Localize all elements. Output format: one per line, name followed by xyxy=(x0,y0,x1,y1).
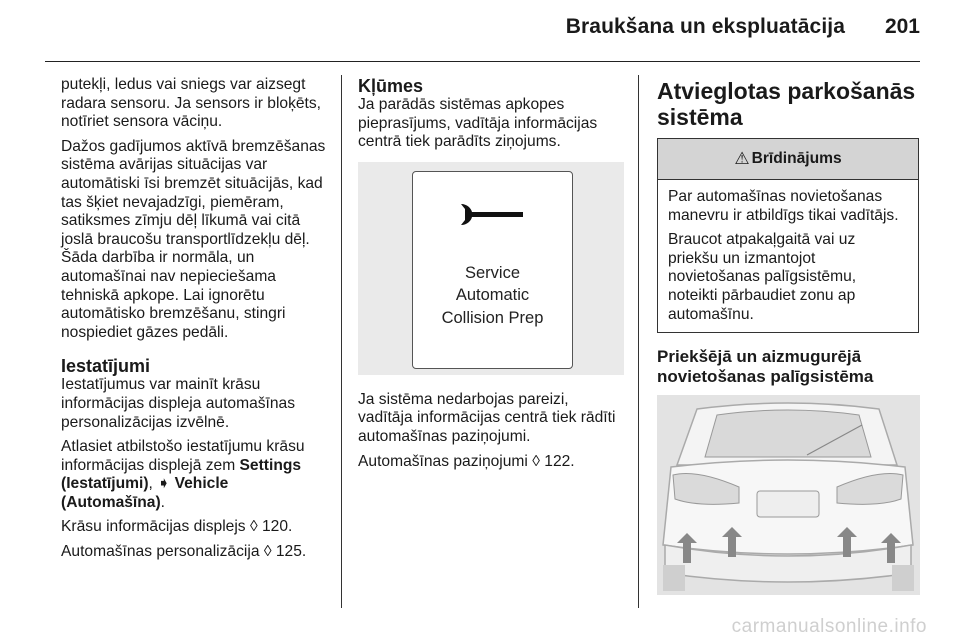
service-message-figure xyxy=(358,162,624,375)
page-header-title: Braukšana un ekspluatācija xyxy=(565,15,845,38)
paragraph-service-request: Ja parādās sistēmas apkopes pieprasījums, vadītāja informācijas centrā tiek parādīts ziņojums. xyxy=(358,96,598,151)
column-3 xyxy=(657,76,920,595)
settings-menu-label: Settings (Iestatījumi) xyxy=(61,456,302,493)
header-divider xyxy=(45,61,920,62)
column-divider-2 xyxy=(638,75,639,608)
service-message-text: Service Automatic Collision Prep xyxy=(441,263,544,327)
warning-text-2: Braucot atpakaļgaitā vai uz priekšu un izmantojot novietošanas palīgsistēmu, noteikti pārbaudiet zonu ap automašīnu. xyxy=(668,231,857,323)
paragraph-sensor-cover: putekļi, ledus vai sniegs var aizsegt radara sensoru. Ja sensors ir bloķēts, notīriet sensora vāciņu. xyxy=(61,76,322,131)
heading-parking-assist: Atvieglotas parkošanās sistēma xyxy=(657,78,916,130)
warning-triangle-icon: ⚠ xyxy=(734,148,750,168)
reference-color-display[interactable]: Krāsu informācijas displejs ◊ 120. xyxy=(61,518,293,536)
settings-path-text: Atlasiet atbilstošo iestatījumu krāsu informācijas displejā zem xyxy=(61,438,305,474)
page-reference-icon: ◊ xyxy=(263,543,272,561)
heading-front-rear-assist: Priekšējā un aizmugurējā novietošanas palīgsistēma xyxy=(657,347,874,387)
page-number: 201 xyxy=(884,15,920,38)
paragraph-settings-path: Atlasiet atbilstošo iestatījumu krāsu informācijas displejā zem Settings (Iestatījumi), ➧ Vehicle (Automašīna). xyxy=(61,438,305,511)
menu-arrow-icon: ➧ xyxy=(157,475,171,493)
page-reference-icon: ◊ xyxy=(532,452,540,470)
warning-header xyxy=(658,139,918,180)
warning-title: Brīdinājums xyxy=(751,149,842,167)
reference-vehicle-personalization[interactable]: Automašīnas personalizācija ◊ 125. xyxy=(61,543,307,561)
watermark: carmanualsonline.info xyxy=(731,616,927,637)
car-rear-illustration xyxy=(657,395,920,595)
column-divider-1 xyxy=(341,75,342,608)
column-2 xyxy=(358,76,626,477)
warning-box xyxy=(657,138,919,333)
paragraph-settings-intro: Iestatījumus var mainīt krāsu informācijas displeja automašīnas personalizācijas izvēlnē. xyxy=(61,376,296,431)
heading-settings: Iestatījumi xyxy=(61,356,151,377)
column-1 xyxy=(61,76,331,568)
heading-faults: Kļūmes xyxy=(358,76,424,96)
vehicle-menu-label: Vehicle (Automašīna) xyxy=(61,475,229,511)
warning-body xyxy=(658,180,918,332)
reference-vehicle-messages[interactable]: Automašīnas paziņojumi ◊ 122. xyxy=(358,452,575,470)
paragraph-automatic-braking: Dažos gadījumos aktīvā bremzēšanas sistēma avārijas situācijas var automātiski īsi bremzēt situācijās, kad tas šķiet nevajadzīgi, piemēram, satiksmes zīmju dēļ līkumā vai citā joslā braucošu transportlīdzekļu dēļ. Šāda darbība ir normāla, un automašīnai nav nepieciešama tehniskā apkope. Lai ignorētu automātisko bremzēšanu, stingri nospiediet gāzes pedāli. xyxy=(61,137,326,341)
wrench-icon xyxy=(457,200,527,228)
paragraph-malfunction: Ja sistēma nedarbojas pareizi, vadītāja informācijas centrā tiek rādīti automašīnas paziņojumi. xyxy=(358,390,616,445)
service-message-display xyxy=(412,171,573,369)
page-reference-icon: ◊ xyxy=(249,518,258,536)
car-rear-drawing xyxy=(657,395,920,595)
warning-text-1: Par automašīnas novietošanas manevru ir atbildīgs tikai vadītājs. xyxy=(668,188,899,224)
